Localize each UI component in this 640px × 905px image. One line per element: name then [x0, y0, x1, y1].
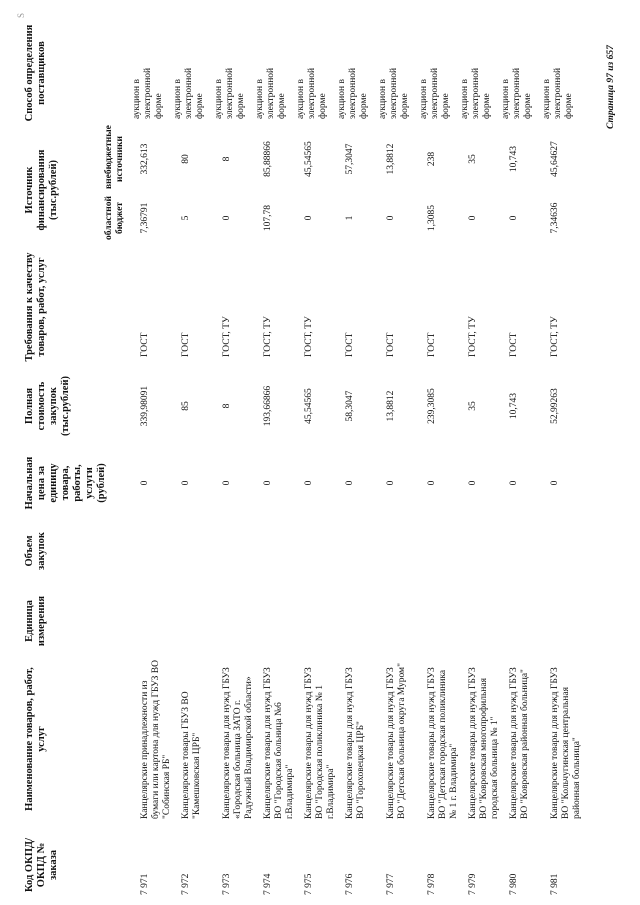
header-funding-extra: внебюджетные источники [104, 125, 125, 189]
row-method: аукцион в электронной форме [214, 67, 246, 119]
header-funding-regional: областной бюджет [104, 196, 125, 240]
header-code: Код ОКПД/ ОКПД № заказа [24, 837, 59, 893]
row-method: аукцион в электронной форме [460, 67, 492, 119]
row-funding-regional: 1,3085 [427, 204, 437, 232]
row-start-price: 0 [550, 480, 560, 486]
corner-mark: S [16, 12, 26, 18]
row-requirements: ГОСТ [140, 332, 150, 357]
row-requirements: ГОСТ, ТУ [304, 316, 314, 357]
row-start-price: 0 [345, 480, 355, 486]
row-requirements: ГОСТ [509, 332, 519, 357]
row-total-cost: 8 [222, 403, 232, 409]
header-method: Способ определения поставщиков [24, 24, 47, 122]
row-funding-regional: 1 [345, 215, 355, 221]
row-start-price: 0 [509, 480, 519, 486]
row-total-cost: 239,3085 [427, 388, 437, 424]
row-requirements: ГОСТ [181, 332, 191, 357]
row-requirements: ГОСТ, ТУ [468, 316, 478, 357]
row-name: Канцелярские товары для нужд ГБУЗ ВО "Кольчугинская центральная районная больница" [550, 667, 582, 819]
row-method: аукцион в электронной форме [296, 67, 328, 119]
row-name: Канцелярские товары для нужд ГБУЗ ВО "Детская городская поликлиника № 1 г. Владимира" [427, 667, 459, 819]
row-funding-regional: 0 [304, 215, 314, 221]
row-funding-regional: 7,34636 [550, 202, 560, 234]
row-funding-extra: 85,88866 [263, 141, 273, 177]
row-total-cost: 339,98091 [140, 385, 150, 427]
row-start-price: 0 [140, 480, 150, 486]
row-requirements: ГОСТ [386, 332, 396, 357]
row-requirements: ГОСТ, ТУ [222, 316, 232, 357]
row-funding-extra: 13,8812 [386, 143, 396, 175]
row-name: Канцелярские товары для нужд ГБУЗ ВО "Ковровская районная больница" [509, 667, 530, 819]
row-method: аукцион в электронной форме [501, 67, 533, 119]
header-volume: Объем закупок [24, 532, 47, 570]
page-footer: Страница 97 из 657 [606, 45, 616, 129]
header-name: Наименование товаров, работ, услуг [24, 667, 47, 811]
row-total-cost: 13,8812 [386, 390, 396, 422]
row-start-price: 0 [181, 480, 191, 486]
row-name: Канцелярские товары для нужд ГБУЗ ВО "Гороховецкая ЦРБ" [345, 667, 366, 819]
row-method: аукцион в электронной форме [132, 67, 164, 119]
row-requirements: ГОСТ, ТУ [550, 316, 560, 357]
row-name: Канцелярские товары для нужд ГБУЗ ВО "Городская поликлиника № 1 г.Владимира" [304, 667, 336, 819]
row-name: Канцелярские товары ГБУЗ ВО "Камешковская ЦРБ" [181, 691, 202, 819]
row-method: аукцион в электронной форме [255, 67, 287, 119]
row-funding-regional: 107,78 [263, 204, 273, 232]
header-total-cost: Полная стоимость закупок (тыс.рублей) [24, 375, 71, 437]
row-funding-extra: 10,743 [509, 145, 519, 173]
row-funding-regional: 5 [181, 215, 191, 221]
row-method: аукцион в электронной форме [542, 67, 574, 119]
row-code: 7 974 [263, 873, 273, 895]
row-name: Канцелярские принадлежности из бумаги или картона для нужд ГБУЗ ВО "Собинская РБ" [140, 659, 172, 819]
row-total-cost: 58,3047 [345, 390, 355, 422]
header-requirements: Требования к качеству товаров, работ, услуг [24, 252, 47, 362]
row-name: Канцелярские товары для нужд ГБУЗ «Городская больница ЗАТО г. Радужный Владимирской области» [222, 667, 254, 819]
row-code: 7 980 [509, 873, 519, 895]
row-funding-extra: 332,613 [140, 143, 150, 175]
row-code: 7 978 [427, 873, 437, 895]
row-start-price: 0 [386, 480, 396, 486]
row-total-cost: 10,743 [509, 392, 519, 420]
row-method: аукцион в электронной форме [337, 67, 369, 119]
row-method: аукцион в электронной форме [419, 67, 451, 119]
row-code: 7 972 [181, 873, 191, 895]
row-start-price: 0 [222, 480, 232, 486]
row-funding-extra: 45,64627 [550, 141, 560, 177]
row-code: 7 976 [345, 873, 355, 895]
row-funding-regional: 0 [222, 215, 232, 221]
row-funding-regional: 0 [509, 215, 519, 221]
row-code: 7 981 [550, 873, 560, 895]
row-funding-extra: 80 [181, 154, 191, 164]
header-start-price: Начальная цена за единицу товара, работы, услуги (рублей) [24, 456, 107, 510]
row-funding-regional: 0 [468, 215, 478, 221]
row-total-cost: 35 [468, 401, 478, 411]
row-funding-regional: 7,36791 [140, 202, 150, 234]
row-code: 7 979 [468, 873, 478, 895]
row-code: 7 975 [304, 873, 314, 895]
row-name: Канцелярские товары для нужд ГБУЗ ВО "Городская больница №6 г.Владимира" [263, 667, 295, 819]
row-code: 7 973 [222, 873, 232, 895]
row-name: Канцелярские товары для нужд ГБУЗ ВО "Детская больница округа Муром" [386, 663, 407, 819]
row-total-cost: 85 [181, 401, 191, 411]
row-requirements: ГОСТ [345, 332, 355, 357]
row-funding-extra: 45,54565 [304, 141, 314, 177]
row-name: Канцелярские товары для нужд ГБУЗ ВО "Ковровская многопрофильная городская больница № 1" [468, 667, 500, 819]
row-requirements: ГОСТ [427, 332, 437, 357]
row-start-price: 0 [468, 480, 478, 486]
row-requirements: ГОСТ, ТУ [263, 316, 273, 357]
header-funding: Источник финансирования (тыс.рублей) [24, 149, 59, 231]
row-method: аукцион в электронной форме [173, 67, 205, 119]
row-funding-extra: 238 [427, 151, 437, 167]
row-start-price: 0 [263, 480, 273, 486]
row-start-price: 0 [304, 480, 314, 486]
row-funding-extra: 57,3047 [345, 143, 355, 175]
row-code: 7 971 [140, 873, 150, 895]
row-total-cost: 45,54565 [304, 388, 314, 424]
row-total-cost: 52,99263 [550, 388, 560, 424]
row-start-price: 0 [427, 480, 437, 486]
row-funding-extra: 35 [468, 154, 478, 164]
row-method: аукцион в электронной форме [378, 67, 410, 119]
row-funding-extra: 8 [222, 156, 232, 162]
row-total-cost: 193,66866 [263, 385, 273, 427]
header-unit: Единица измерения [24, 595, 47, 647]
row-funding-regional: 0 [386, 215, 396, 221]
row-code: 7 977 [386, 873, 396, 895]
